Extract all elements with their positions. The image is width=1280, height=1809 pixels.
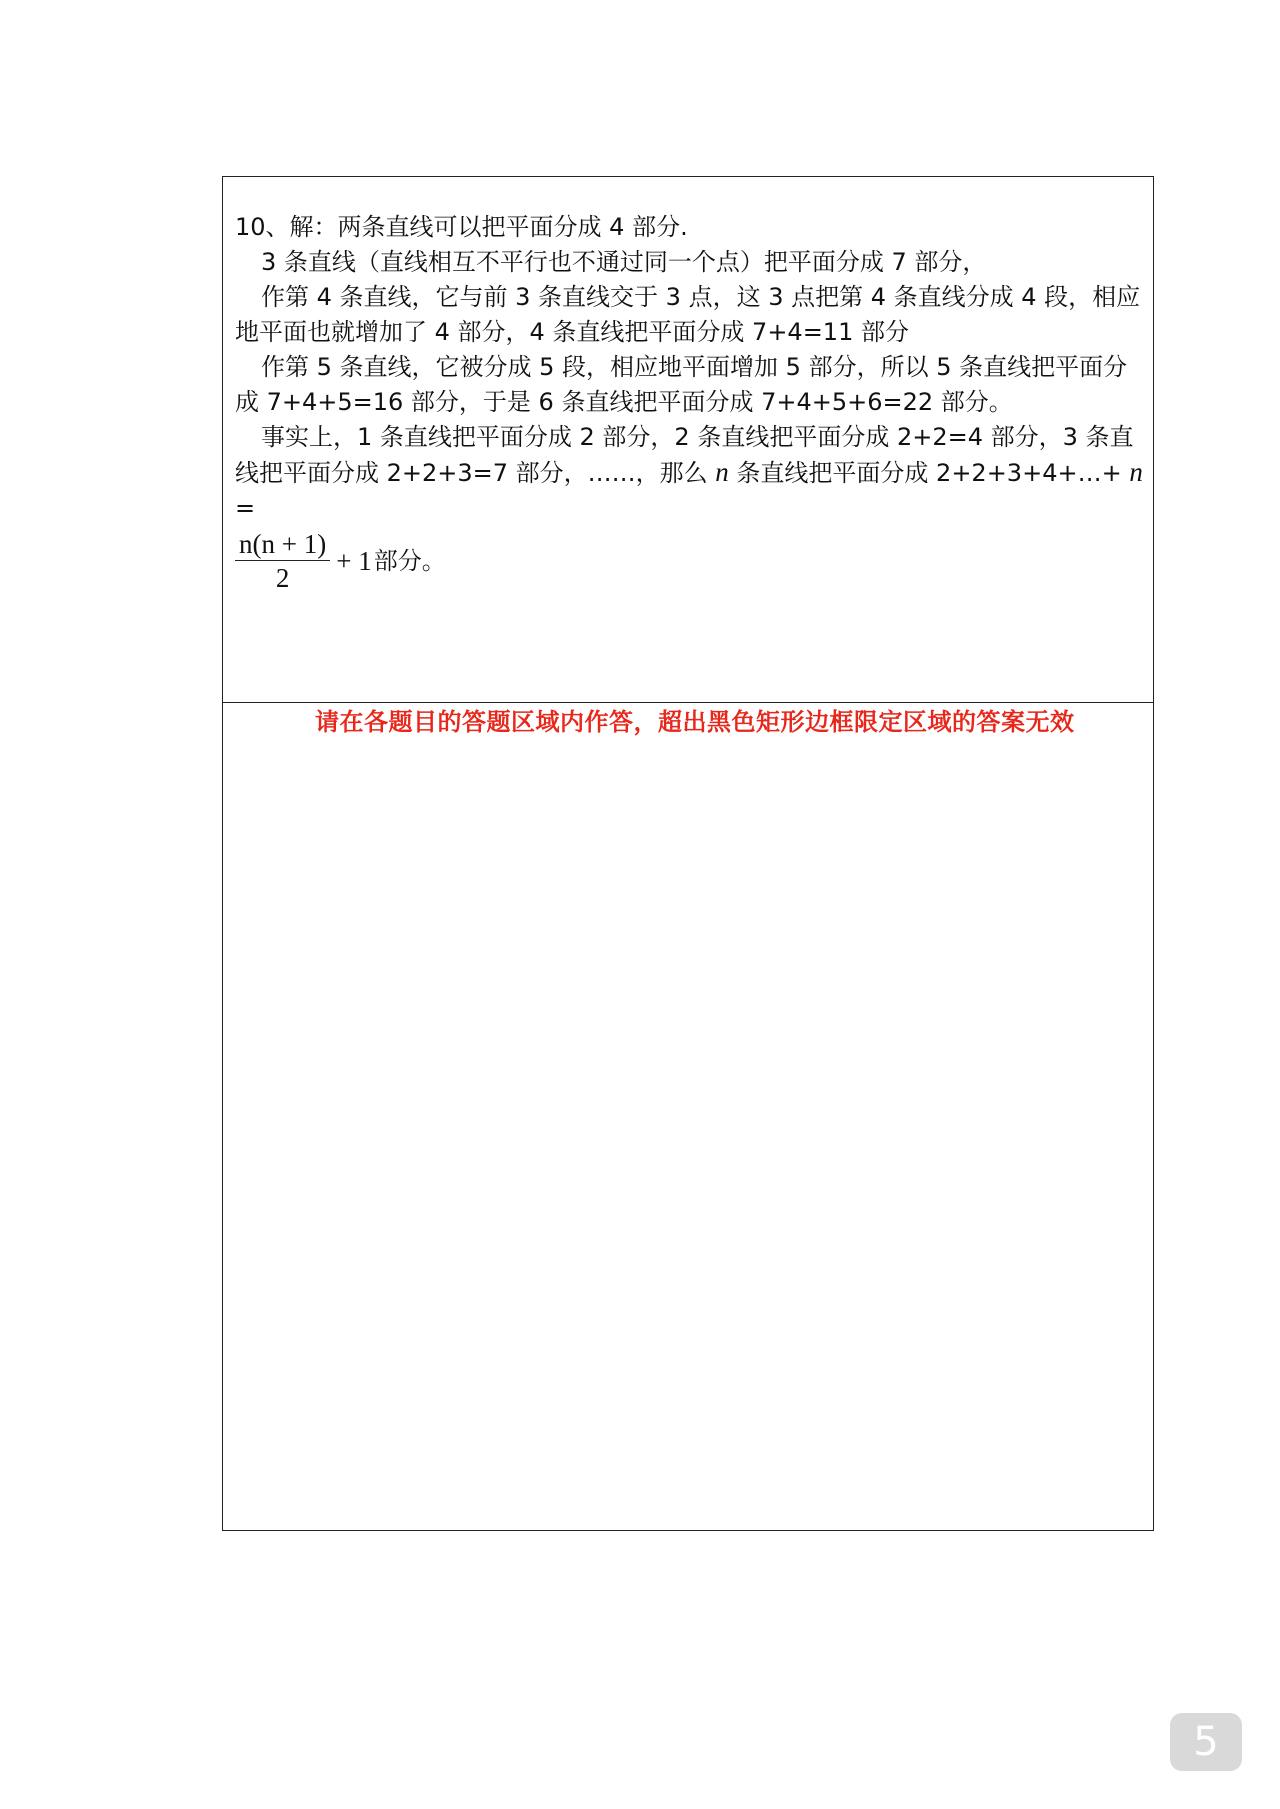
solution-line-4: 作第 5 条直线，它被分成 5 段，相应地平面增加 5 部分，所以 5 条直线把平面分成 7+4+5=16 部分，于是 6 条直线把平面分成 7+4+5+6=22 部分。 bbox=[235, 353, 1128, 416]
answer-area-warning: 请在各题目的答题区域内作答，超出黑色矩形边框限定区域的答案无效 bbox=[315, 708, 1075, 736]
solution-line-2: 3 条直线（直线相互不平行也不通过同一个点）把平面分成 7 部分， bbox=[261, 248, 987, 276]
solution-line-1: 10、解：两条直线可以把平面分成 4 部分. bbox=[235, 213, 688, 241]
answer-region-q10 bbox=[223, 177, 1153, 703]
solution-line-5 bbox=[235, 420, 1143, 526]
solution-line-5-suffix: = bbox=[235, 494, 256, 522]
page-number-badge: 5 bbox=[1170, 1713, 1242, 1771]
variable-n-2: n bbox=[1129, 457, 1143, 487]
variable-n: n bbox=[715, 457, 729, 487]
fraction-numerator: n(n + 1) bbox=[239, 529, 327, 559]
fraction-denominator: 2 bbox=[275, 563, 290, 593]
answer-sheet bbox=[222, 176, 1154, 1531]
formula-plus-one: + 1 bbox=[336, 546, 372, 576]
fraction bbox=[235, 528, 330, 595]
formula bbox=[235, 528, 1143, 595]
solution-line-5-middle: 条直线把平面分成 2+2+3+4+…+ bbox=[728, 459, 1130, 487]
formula-suffix: 部分。 bbox=[373, 547, 446, 575]
solution-line-5-prefix: 事实上，1 条直线把平面分成 2 部分，2 条直线把平面分成 2+2=4 部分，3 条直线把平面分成 2+2+3=7 部分，……，那么 bbox=[235, 423, 1134, 487]
solution-line-3: 作第 4 条直线，它与前 3 条直线交于 3 点，这 3 点把第 4 条直线分成 4 段，相应地平面也就增加了 4 部分，4 条直线把平面分成 7+4=11 部分 bbox=[235, 283, 1141, 346]
